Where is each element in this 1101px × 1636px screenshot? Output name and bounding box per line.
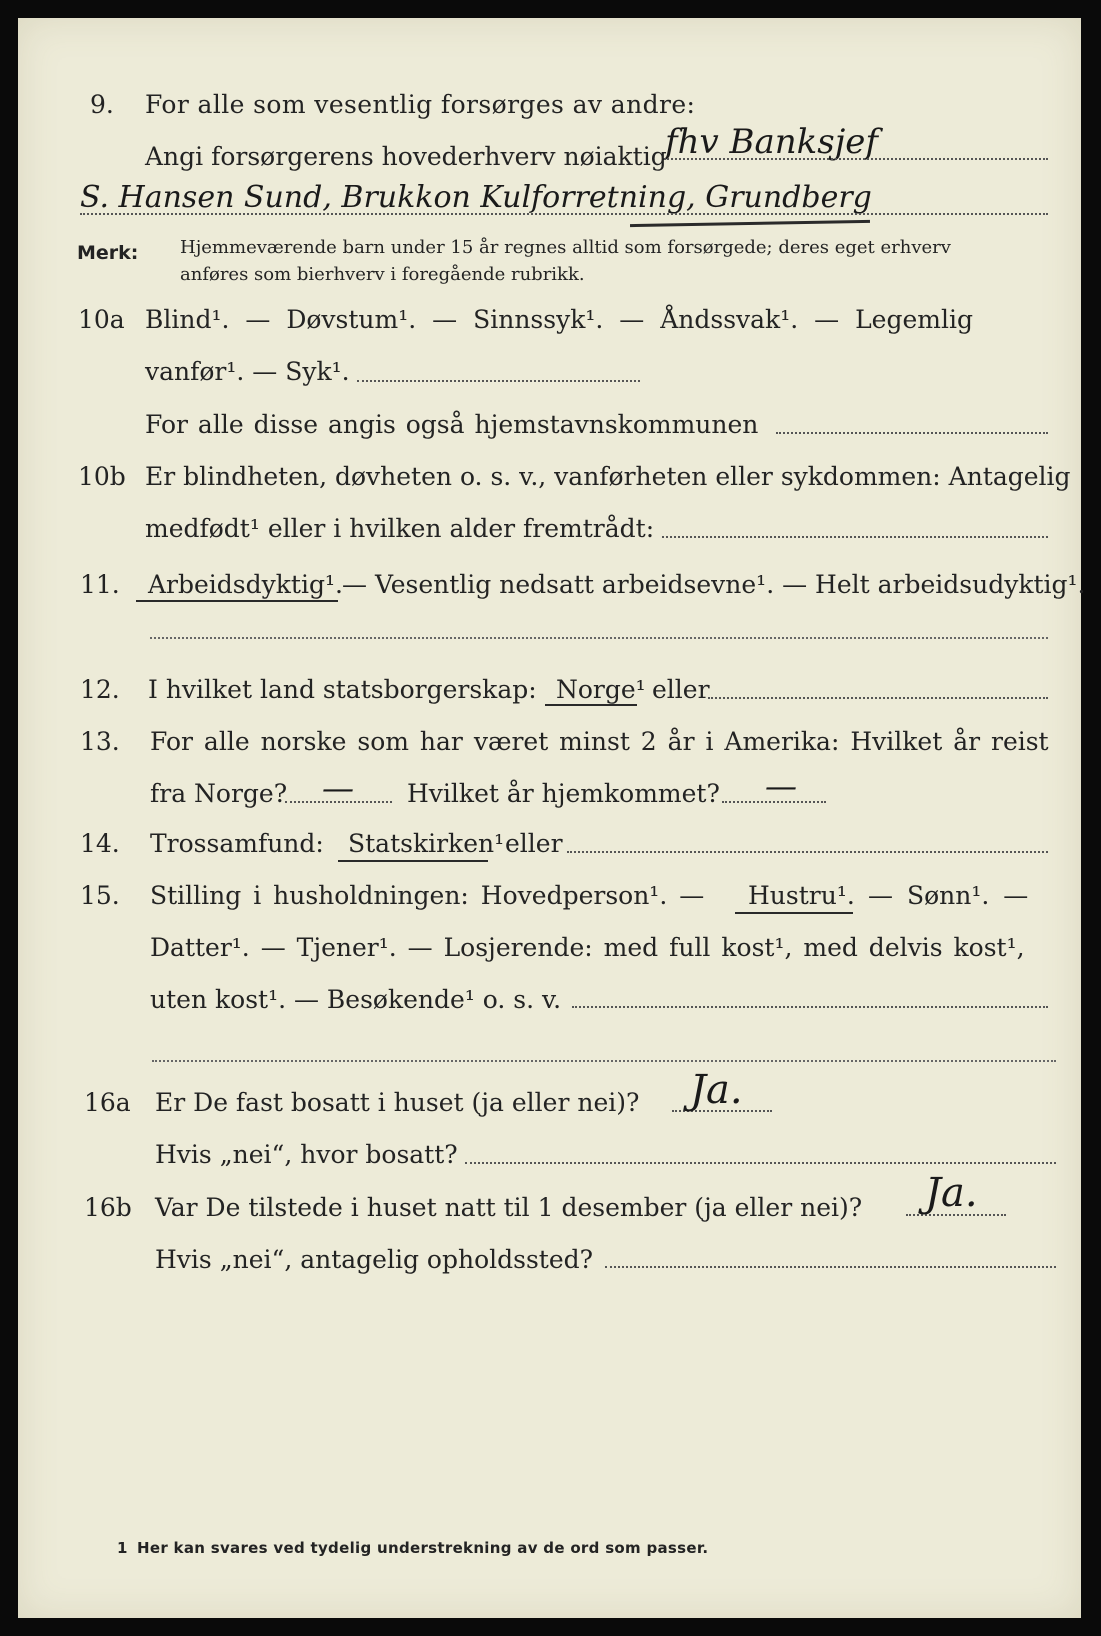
q10b-line2: medfødt¹ eller i hvilken alder fremtrådt: bbox=[145, 514, 655, 543]
q16a-line2: Hvis „nei“, hvor bosatt? bbox=[155, 1140, 458, 1169]
footnote-text: Her kan svares ved tydelig understrekning av de ord som passer. bbox=[137, 1539, 709, 1557]
q16b-line2: Hvis „nei“, antagelig opholdssted? bbox=[155, 1245, 594, 1274]
q14-suffix: eller bbox=[505, 829, 563, 858]
q15-line1a: Stilling i husholdningen: Hovedperson¹. — bbox=[150, 881, 705, 910]
q11-number: 11. bbox=[80, 570, 120, 599]
q10a-line2: vanfør¹. — Syk¹. bbox=[145, 357, 350, 386]
q13-line2b: Hvilket år hjemkommet? bbox=[407, 779, 720, 808]
q9-handwritten-answer-2: S. Hansen Sund, Brukkon Kulforretning, Grundberg bbox=[80, 180, 872, 215]
q12-fill bbox=[708, 697, 1048, 699]
q11-arbeidsdyktig: Arbeidsdyktig¹. bbox=[148, 570, 343, 599]
merk-line1: Hjemmeværende barn under 15 år regnes alltid som forsørgede; deres eget erhverv bbox=[180, 237, 951, 258]
q9-number: 9. bbox=[90, 90, 114, 119]
q9-line1: For alle som vesentlig forsørges av andre: bbox=[145, 90, 696, 119]
q15-underline-mark bbox=[735, 912, 853, 914]
q15-fill bbox=[572, 1006, 1048, 1008]
q15-hustru: Hustru¹. bbox=[748, 881, 855, 910]
q15-line1b: — Sønn¹. — bbox=[868, 881, 1029, 910]
q10a-number: 10a bbox=[78, 305, 125, 334]
q13-answer-b: — bbox=[765, 767, 797, 805]
q10a-line3-fill bbox=[776, 432, 1048, 434]
q16b-number: 16b bbox=[84, 1193, 132, 1222]
q15-line3: uten kost¹. — Besøkende¹ o. s. v. bbox=[150, 985, 562, 1014]
q13-line2a: fra Norge? bbox=[150, 779, 288, 808]
q14-fill bbox=[567, 851, 1048, 853]
q15-number: 15. bbox=[80, 881, 120, 910]
q12-suffix: eller bbox=[652, 675, 710, 704]
q9-answer-line-2 bbox=[80, 213, 1048, 215]
q10b-line2-fill bbox=[662, 536, 1048, 538]
q16a-answer: Ja. bbox=[690, 1067, 743, 1113]
q14-number: 14. bbox=[80, 829, 120, 858]
q13-line1: For alle norske som har været minst 2 år i Amerika: Hvilket år reist bbox=[150, 727, 1049, 756]
q14-statskirken: Statskirken¹ bbox=[348, 829, 505, 858]
q10a-line2-fill bbox=[357, 380, 640, 382]
q11-blank-line bbox=[150, 637, 1048, 639]
q11-underline-mark bbox=[136, 600, 338, 602]
q12-underline-mark bbox=[545, 704, 637, 706]
q9-handwritten-answer-1: fhv Banksjef bbox=[665, 122, 878, 162]
q10a-line1: Blind¹. — Døvstum¹. — Sinnssyk¹. — Åndssvak¹. — Legemlig bbox=[145, 305, 973, 334]
q9-answer-line-1 bbox=[664, 158, 1048, 160]
q15-blank-line bbox=[152, 1060, 1056, 1062]
q14-prefix: Trossamfund: bbox=[150, 829, 324, 858]
q13-answer-a: — bbox=[322, 769, 354, 807]
q10b-line1: Er blindheten, døvheten o. s. v., vanførheten eller sykdommen: Antagelig bbox=[145, 462, 1071, 491]
footnote-mark: 1 bbox=[117, 1539, 128, 1557]
q16b-line2-fill bbox=[605, 1266, 1056, 1268]
q16a-line1: Er De fast bosatt i huset (ja eller nei)? bbox=[155, 1088, 640, 1117]
q16a-line2-fill bbox=[465, 1162, 1056, 1164]
q12-norge: Norge¹ bbox=[556, 675, 646, 704]
merk-label: Merk: bbox=[77, 242, 139, 264]
q12-number: 12. bbox=[80, 675, 120, 704]
q15-line2: Datter¹. — Tjener¹. — Losjerende: med full kost¹, med delvis kost¹, bbox=[150, 933, 1025, 962]
q12-prefix: I hvilket land statsborgerskap: bbox=[148, 675, 537, 704]
q16a-number: 16a bbox=[84, 1088, 131, 1117]
q10b-number: 10b bbox=[78, 462, 126, 491]
merk-line2: anføres som bierhverv i foregående rubrikk. bbox=[180, 264, 585, 285]
q9-line2: Angi forsørgerens hovederhverv nøiaktig bbox=[145, 142, 667, 171]
q13-number: 13. bbox=[80, 727, 120, 756]
q10a-line3: For alle disse angis også hjemstavnskommunen bbox=[145, 410, 759, 439]
q11-rest: — Vesentlig nedsatt arbeidsevne¹. — Helt arbeidsudyktig¹. bbox=[342, 570, 1086, 599]
q16b-line1: Var De tilstede i huset natt til 1 desember (ja eller nei)? bbox=[155, 1193, 863, 1222]
q16b-answer: Ja. bbox=[925, 1170, 978, 1216]
q14-underline-mark bbox=[338, 860, 488, 862]
